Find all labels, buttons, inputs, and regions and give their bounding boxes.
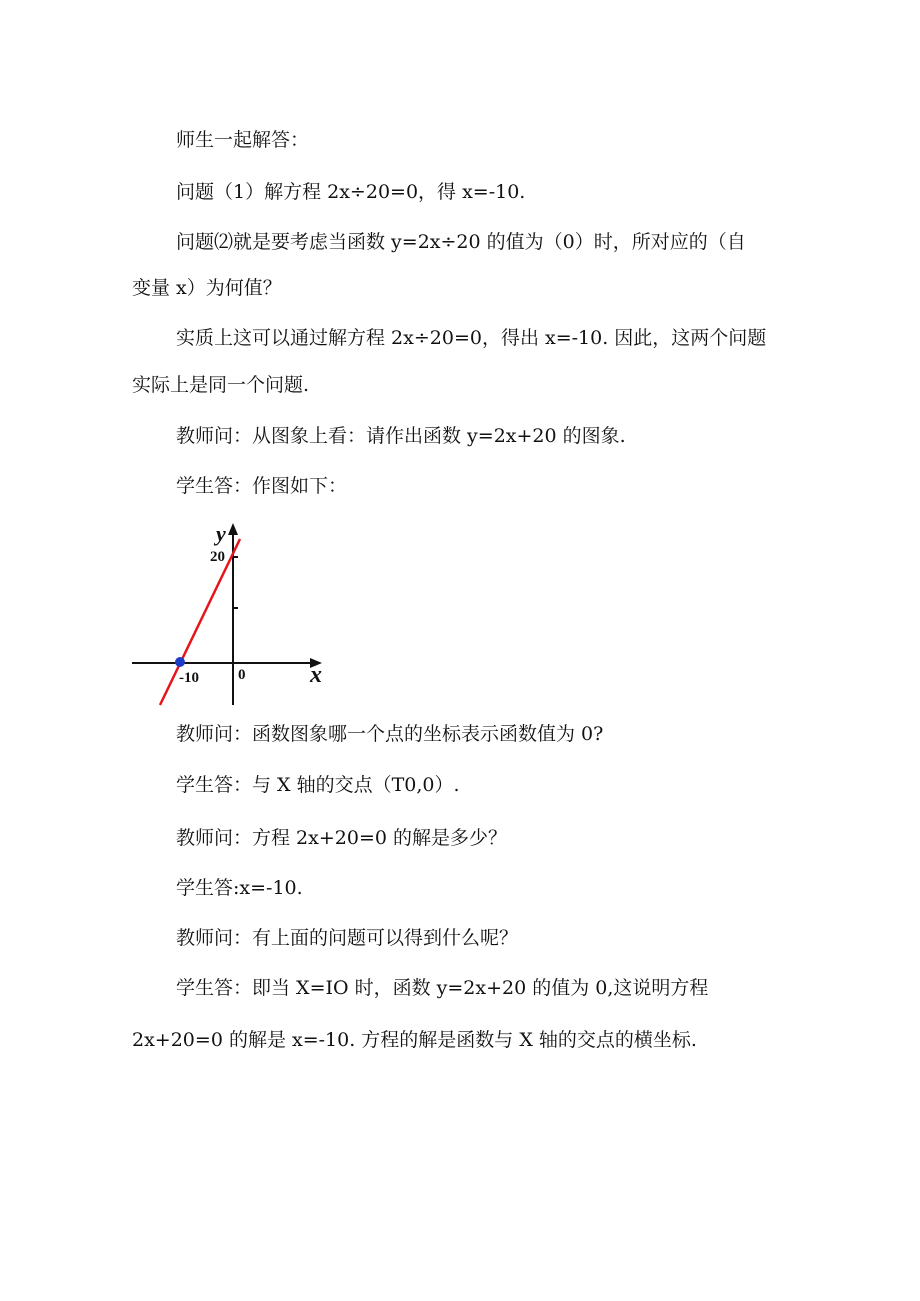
paragraph-3-cont: 变量 x）为何值？ — [132, 277, 282, 299]
paragraph-1: 师生一起解答： — [176, 129, 310, 151]
x-intercept-label: -10 — [179, 670, 199, 686]
paragraph-8: 学生答：与 X 轴的交点（T0,0）. — [176, 774, 460, 796]
function-line — [160, 539, 240, 705]
y-axis-label: y — [216, 521, 226, 546]
linear-function-graph — [130, 519, 330, 707]
paragraph-2: 问题（1）解方程 2x÷20=0，得 x=-10. — [176, 181, 526, 203]
paragraph-9: 教师问：方程 2x+20=0 的解是多少？ — [176, 827, 507, 849]
paragraph-10: 学生答:x=-10. — [176, 877, 303, 899]
paragraph-12-cont: 2x+20=0 的解是 x=-10. 方程的解是函数与 X 轴的交点的横坐标. — [132, 1029, 697, 1051]
paragraph-12: 学生答：即当 X=IO 时，函数 y=2x+20 的值为 0,这说明方程 — [176, 977, 709, 999]
origin-label: 0 — [238, 667, 246, 683]
x-axis-label: x — [310, 662, 322, 688]
y-intercept-label: 20 — [210, 549, 225, 565]
paragraph-11: 教师问：有上面的问题可以得到什么呢？ — [176, 927, 519, 949]
paragraph-6: 学生答：作图如下： — [176, 475, 348, 497]
paragraph-4-cont: 实际上是同一个问题. — [132, 374, 310, 396]
paragraph-4: 实质上这可以通过解方程 2x÷20=0，得出 x=-10. 因此，这两个问题 — [176, 327, 767, 349]
x-intercept-point — [175, 657, 185, 667]
y-axis-arrow-icon — [228, 523, 238, 535]
paragraph-7: 教师问：函数图象哪一个点的坐标表示函数值为 0? — [176, 723, 604, 745]
paragraph-5: 教师问：从图象上看：请作出函数 y=2x+20 的图象. — [176, 425, 626, 447]
paragraph-3: 问题⑵就是要考虑当函数 y=2x÷20 的值为（0）时，所对应的（自 — [176, 231, 746, 253]
